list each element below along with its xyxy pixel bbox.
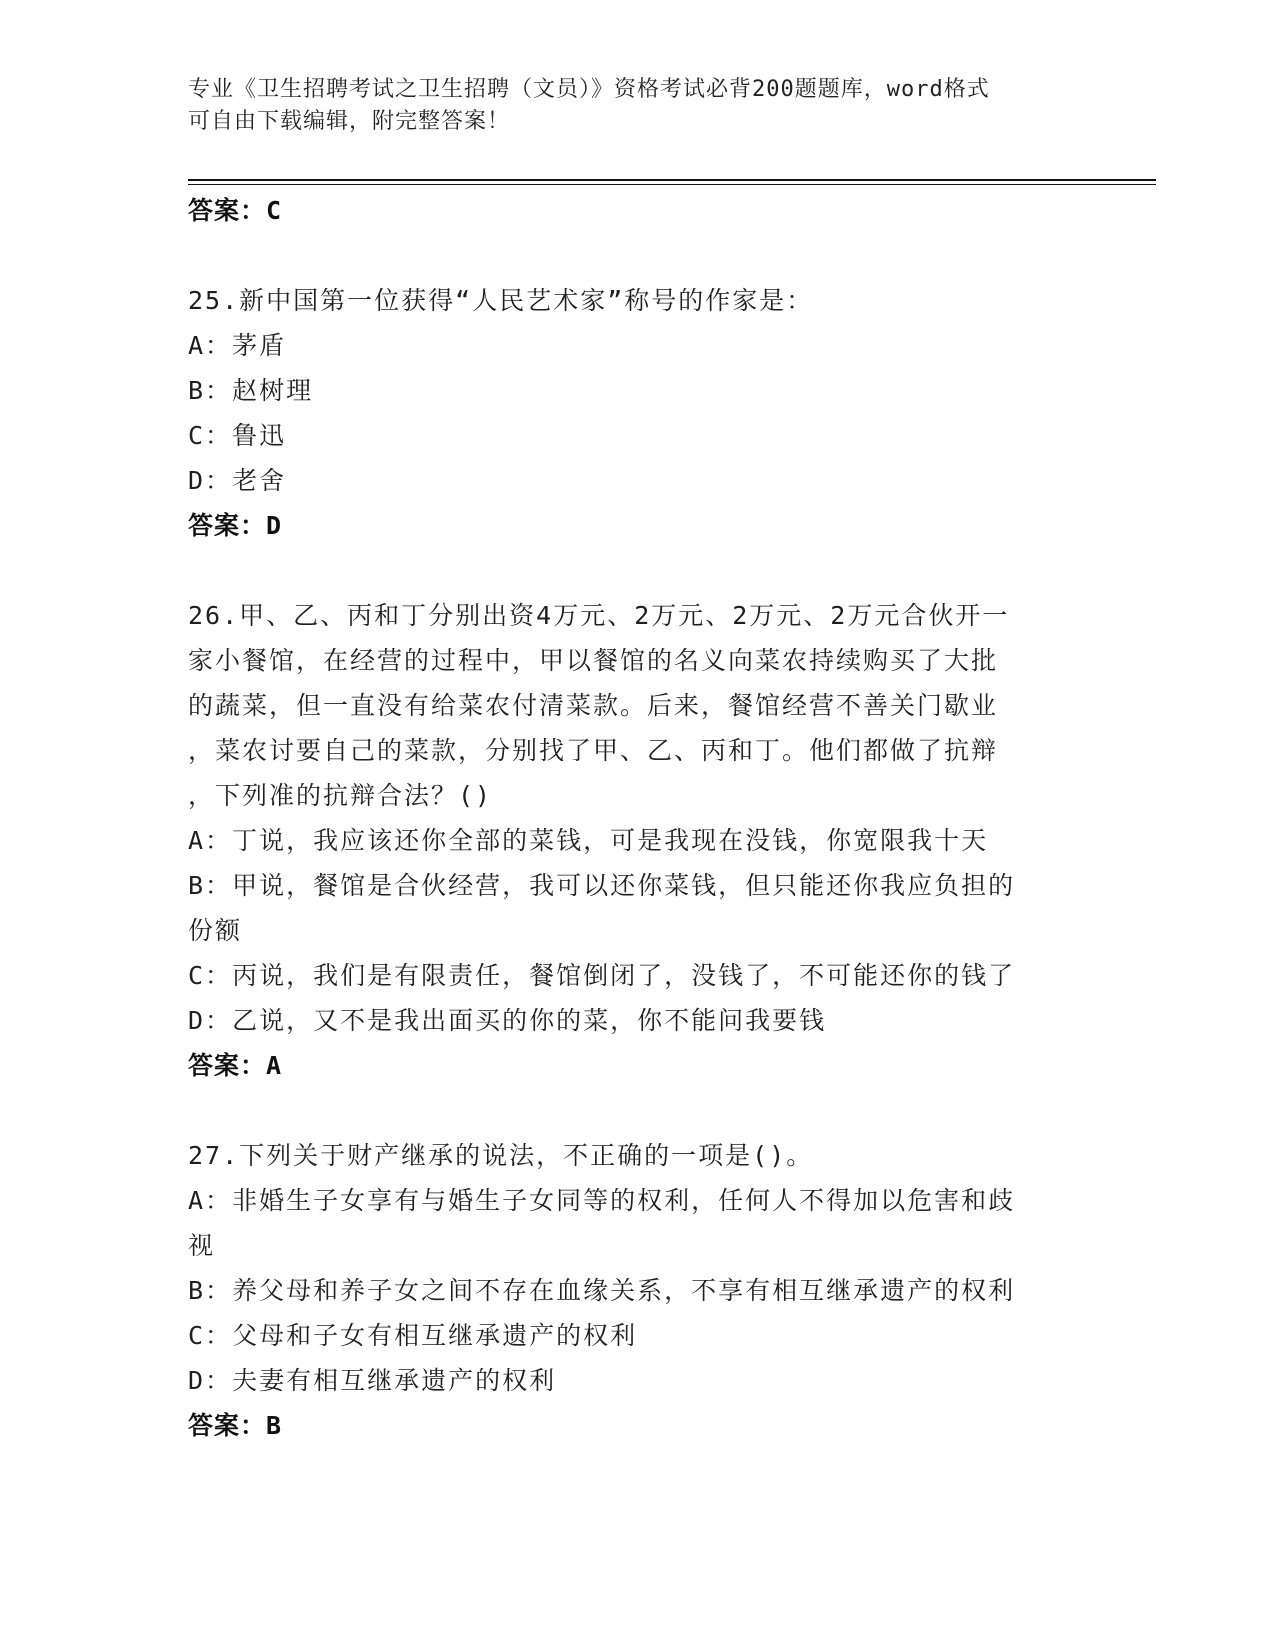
question-block — [188, 278, 1088, 548]
answer-option — [188, 413, 1088, 458]
answer-option — [188, 1268, 1088, 1313]
question-stem-line: 26.甲、乙、丙和丁分别出资4万元、2万元、2万元、2万元合伙开一 — [188, 601, 1010, 630]
answer-key: 答案：A — [188, 1051, 283, 1080]
option-letter: C： — [188, 421, 233, 450]
answer-option — [188, 863, 1088, 908]
header-divider-thin — [188, 184, 1156, 185]
option-text: 父母和子女有相互继承遗产的权利 — [232, 1321, 638, 1350]
header-line-1: 专业《卫生招聘考试之卫生招聘（文员）》资格考试必背200题题库，word格式 — [188, 77, 990, 102]
option-letter: C： — [188, 1321, 233, 1350]
option-letter: D： — [188, 1366, 233, 1395]
previous-answer: 答案：C — [188, 196, 283, 225]
question-stem-line: 家小餐馆，在经营的过程中，甲以餐馆的名义向菜农持续购买了大批 — [188, 646, 999, 675]
question-list — [188, 188, 1088, 1448]
answer-option — [188, 458, 1088, 503]
option-letter: B： — [188, 376, 233, 405]
option-letter: B： — [188, 1276, 233, 1305]
answer-option — [188, 1223, 1088, 1268]
option-text: 份额 — [188, 916, 243, 945]
question-stem-line: 27.下列关于财产继承的说法，不正确的一项是()。 — [188, 1141, 814, 1170]
option-text: 夫妻有相互继承遗产的权利 — [232, 1366, 557, 1395]
option-text: 赵树理 — [232, 376, 314, 405]
option-letter: D： — [188, 466, 233, 495]
option-text: 丁说，我应该还你全部的菜钱，可是我现在没钱，你宽限我十天 — [232, 826, 989, 855]
answer-option — [188, 1358, 1088, 1403]
option-text: 视 — [188, 1231, 216, 1260]
option-text: 甲说，餐馆是合伙经营，我可以还你菜钱，但只能还你我应负担的 — [232, 871, 1016, 900]
question-stem-line: ，下列准的抗辩合法？() — [188, 781, 493, 810]
option-letter: A： — [188, 1186, 233, 1215]
option-text: 养父母和养子女之间不存在血缘关系，不享有相互继承遗产的权利 — [232, 1276, 1016, 1305]
question-spacer — [188, 1088, 1088, 1133]
option-text: 非婚生子女享有与婚生子女同等的权利，任何人不得加以危害和歧 — [232, 1186, 1016, 1215]
answer-option — [188, 1178, 1088, 1223]
answer-option — [188, 818, 1088, 863]
header-divider-thick — [188, 179, 1156, 181]
option-text: 老舍 — [232, 466, 287, 495]
answer-option — [188, 1313, 1088, 1358]
questions-container — [188, 233, 1088, 1448]
option-letter: A： — [188, 331, 233, 360]
option-letter: C： — [188, 961, 233, 990]
question-spacer — [188, 548, 1088, 593]
question-stem-line: 25.新中国第一位获得“人民艺术家”称号的作家是： — [188, 286, 814, 315]
option-text: 丙说，我们是有限责任，餐馆倒闭了，没钱了，不可能还你的钱了 — [232, 961, 1016, 990]
page-header — [188, 74, 1068, 138]
answer-option — [188, 908, 1088, 953]
option-text: 鲁迅 — [232, 421, 287, 450]
option-text: 茅盾 — [232, 331, 287, 360]
question-stem-line: 的蔬菜，但一直没有给菜农付清菜款。后来，餐馆经营不善关门歇业 — [188, 691, 999, 720]
question-spacer — [188, 233, 1088, 278]
option-letter: A： — [188, 826, 233, 855]
answer-key: 答案：B — [188, 1411, 283, 1440]
option-letter: B： — [188, 871, 233, 900]
answer-option — [188, 953, 1088, 998]
question-block — [188, 593, 1088, 1088]
option-letter: D： — [188, 1006, 233, 1035]
answer-key: 答案：D — [188, 511, 283, 540]
header-line-2: 可自由下载编辑，附完整答案！ — [188, 109, 511, 134]
answer-option — [188, 998, 1088, 1043]
answer-option — [188, 323, 1088, 368]
answer-option — [188, 368, 1088, 413]
question-block — [188, 1133, 1088, 1448]
option-text: 乙说，又不是我出面买的你的菜，你不能问我要钱 — [232, 1006, 827, 1035]
question-stem-line: ，菜农讨要自己的菜款，分别找了甲、乙、丙和丁。他们都做了抗辩 — [188, 736, 999, 765]
